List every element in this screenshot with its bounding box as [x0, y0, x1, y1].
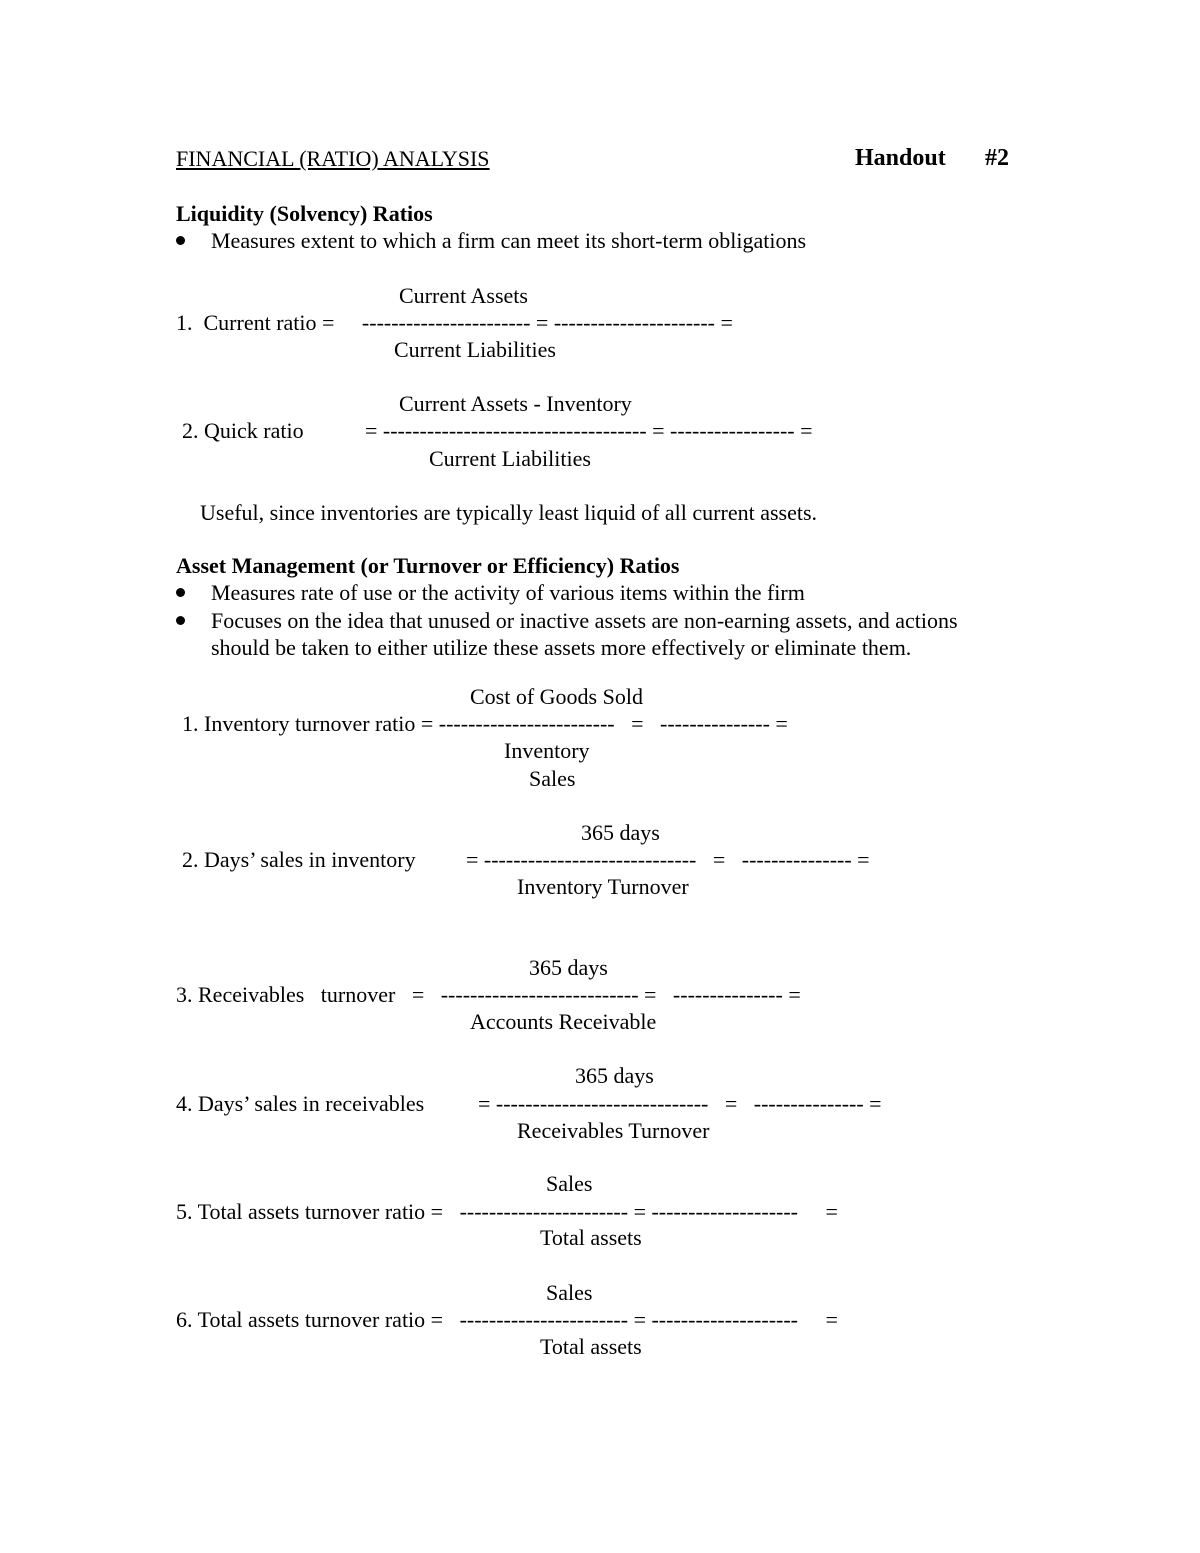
days-sales-inventory-denominator: Inventory Turnover — [517, 874, 689, 899]
inventory-turnover-numerator: Cost of Goods Sold — [470, 684, 643, 709]
days-sales-inventory-line: = ----------------------------- = --------------- = — [466, 847, 870, 872]
asset-bullet-2-continued: should be taken to either utilize these assets more effectively or eliminate them. — [211, 635, 912, 660]
total-assets-5-numerator: Sales — [546, 1171, 593, 1196]
handout-label: Handout — [855, 145, 946, 171]
quick-ratio-denominator: Current Liabilities — [429, 446, 591, 471]
total-assets-6-line: 6. Total assets turnover ratio = ----------------------- = -------------------- = — [176, 1307, 838, 1332]
quick-ratio-line: = ------------------------------------ = ----------------- = — [365, 418, 813, 443]
days-sales-receivables-label: 4. Days’ sales in receivables — [176, 1091, 425, 1116]
total-assets-5-denominator: Total assets — [540, 1225, 642, 1250]
days-sales-receivables-line: = ----------------------------- = --------------- = — [478, 1091, 882, 1116]
liquidity-bullet-text: Measures extent to which a firm can meet its short-term obligations — [211, 228, 807, 253]
current-ratio-denominator: Current Liabilities — [394, 337, 556, 362]
asset-bullet-1: Measures rate of use or the activity of various items within the firm — [211, 580, 805, 605]
total-assets-6-denominator: Total assets — [540, 1334, 642, 1359]
asset-bullet-2: Focuses on the idea that unused or inactive assets are non-earning assets, and actions — [211, 608, 958, 633]
inventory-turnover-sales: Sales — [529, 766, 576, 791]
liquidity-heading: Liquidity (Solvency) Ratios — [176, 201, 433, 226]
days-sales-receivables-numerator: 365 days — [575, 1063, 654, 1088]
bullet-icon — [176, 588, 185, 597]
bullet-icon — [176, 616, 185, 625]
quick-ratio-label: 2. Quick ratio — [182, 418, 304, 443]
quick-ratio-numerator: Current Assets - Inventory — [399, 391, 632, 416]
asset-management-heading: Asset Management (or Turnover or Efficiency) Ratios — [176, 553, 680, 578]
inventory-turnover-denominator: Inventory — [504, 738, 590, 763]
total-assets-6-numerator: Sales — [546, 1280, 593, 1305]
current-ratio-line: 1. Current ratio = ----------------------- = ---------------------- = — [176, 310, 733, 335]
receivables-turnover-denominator: Accounts Receivable — [470, 1009, 657, 1034]
document-title: FINANCIAL (RATIO) ANALYSIS — [176, 146, 490, 171]
receivables-turnover-line: 3. Receivables turnover = --------------------------- = --------------- = — [176, 982, 801, 1007]
days-sales-inventory-numerator: 365 days — [581, 820, 660, 845]
current-ratio-numerator: Current Assets — [399, 283, 528, 308]
receivables-turnover-numerator: 365 days — [529, 955, 608, 980]
bullet-icon — [176, 236, 185, 245]
quick-ratio-note: Useful, since inventories are typically least liquid of all current assets. — [200, 500, 818, 525]
days-sales-receivables-denominator: Receivables Turnover — [517, 1118, 710, 1143]
handout-number: #2 — [985, 145, 1009, 171]
total-assets-5-line: 5. Total assets turnover ratio = ----------------------- = -------------------- = — [176, 1199, 838, 1224]
inventory-turnover-line: 1. Inventory turnover ratio = ------------------------ = --------------- = — [182, 711, 788, 736]
days-sales-inventory-label: 2. Days’ sales in inventory — [182, 847, 416, 872]
